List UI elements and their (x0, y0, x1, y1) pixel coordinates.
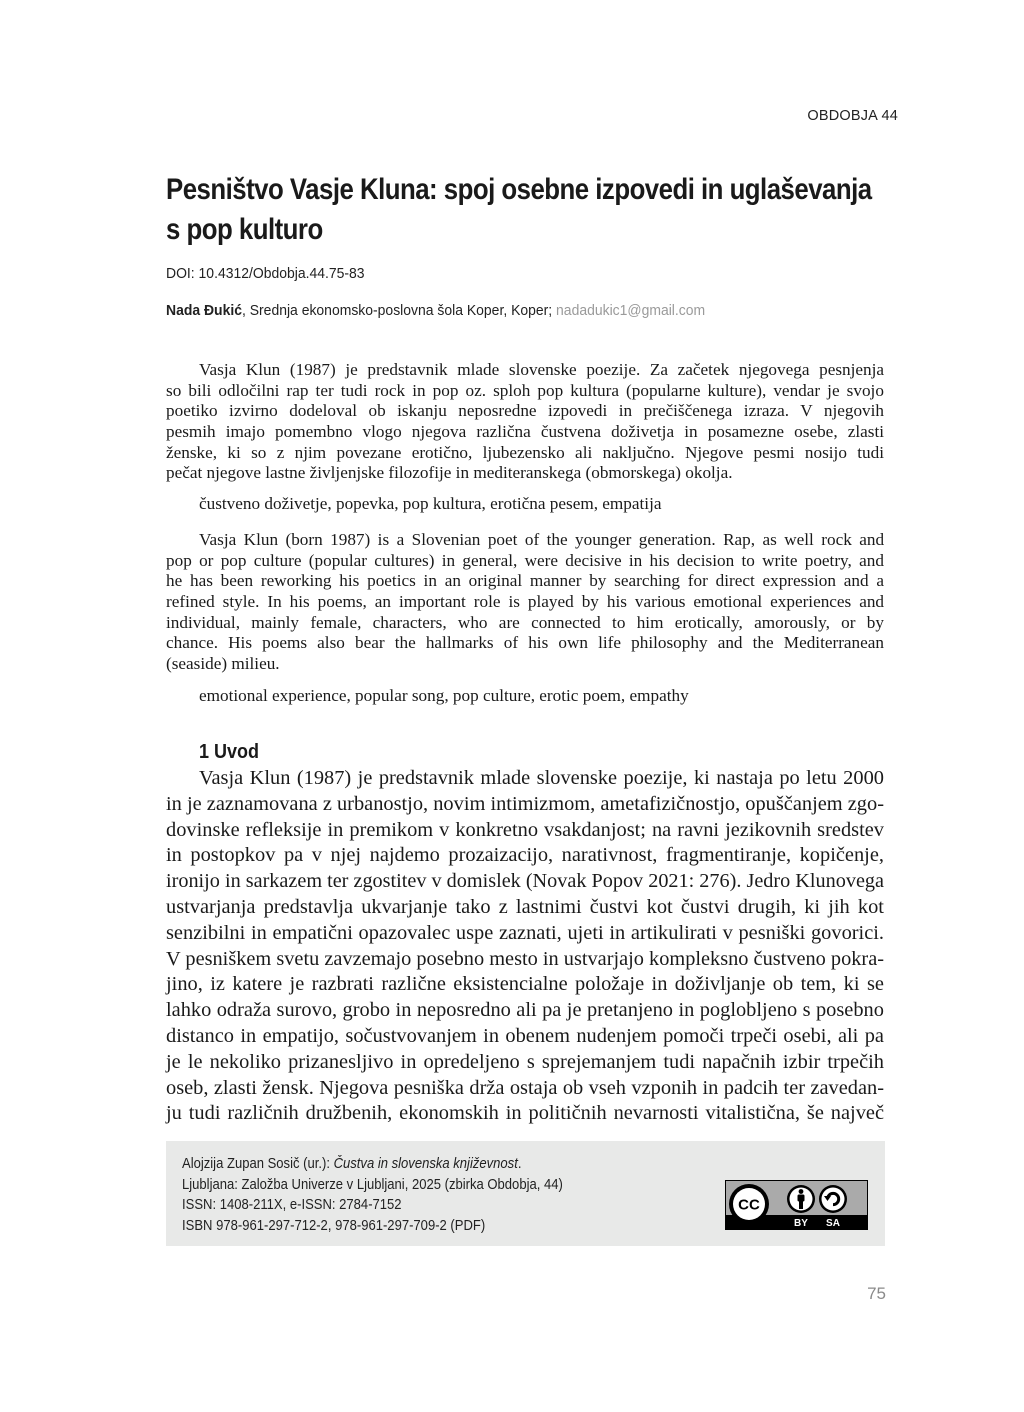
keywords-sl (166, 493, 884, 514)
body-line: V pesniškem svetu zavzemajo posebno mesto in ustvarjajo kompleksno čustveno pokra- (166, 947, 885, 970)
abstract-line: pečat njegove lastne življenjske filozofije in mediteranskega (obmorskega) okolja. (166, 463, 733, 483)
book-title: Čustva in slovenska književnost (333, 1156, 518, 1172)
abstract-line: so bili odločilni rap ter tudi rock in pop oz. sploh pop kultura (popularne kulture), vendar je svojo (166, 380, 884, 400)
body-line: in je zaznamovana z urbanostjo, novim intimizmom, ametafizičnostjo, opuščanjem zgo- (166, 792, 884, 815)
keywords-text: čustveno doživetje, popevka, pop kultura, erotična pesem, empatija (199, 494, 662, 513)
article-title (166, 170, 872, 250)
editor: Alojzija Zupan Sosič (ur.): (182, 1156, 334, 1172)
book-title-period: . (517, 1156, 522, 1172)
keywords-text: emotional experience, popular song, pop culture, erotic poem, empathy (199, 686, 689, 705)
abstract-sl (166, 360, 884, 484)
title-line: s pop kulturo (166, 213, 323, 246)
running-head: OBDOBJA 44 (807, 108, 898, 124)
abstract-line: pop or pop culture (popular cultures) in general, were decisive in his decision to write poetry, and (166, 550, 884, 570)
editor-line (182, 1154, 563, 1175)
body-line: je le nekoliko prizanesljivo in opredeljeno s sprejemanjem tudi napačnih izbir trpečih (166, 1050, 885, 1073)
abstract-line: Vasja Klun (born 1987) is a Slovenian poet of the younger generation. Rap, as well rock and (199, 530, 885, 549)
author-name: Nada Đukić (166, 302, 242, 319)
abstract-line: pesmih imajo pomembno vlogo njegova različna čustvena doživetja in posamezne osebe, zlasti (166, 422, 885, 442)
abstract-line: individual, mainly female, characters, who are connected to him erotically, amorously, or by (166, 612, 884, 632)
body-line: in postopkov pa v njej najdemo prozaizacijo, narativnost, fragmentiranje, kopičenje, (166, 844, 884, 867)
section-heading: 1 Uvod (199, 741, 260, 763)
issn-line: ISSN: 1408-211X, e-ISSN: 2784-7152 (182, 1197, 402, 1213)
body-line: ustvarjanja predstavlja ukvarjanje tako z lastnimi čustvi kot čustvi drugih, ki jih kot (166, 895, 884, 918)
body-line: dovinske refleksije in premikom v konkretno vsakdanjost; na ravni jezikovnih sredstev (166, 818, 884, 841)
share-alike-icon (819, 1185, 847, 1213)
body-text (166, 766, 884, 1127)
body-line: Vasja Klun (1987) je predstavnik mlade slovenske poezije, ki nastaja po letu 2000 (199, 767, 884, 789)
body-line: distanco in empatijo, sočustvovanjem in obenem nudenjem pomoči trpeči osebi, ali pa (166, 1024, 884, 1047)
abstract-line: (seaside) milieu. (166, 654, 280, 674)
cc-label: CC (738, 1196, 760, 1214)
attribution-person-icon (787, 1185, 815, 1213)
body-line: ironijo in sarkazem ter zgostitev v domislek (Novak Popov 2021: 276). Jedro Klunovega (166, 870, 884, 893)
author-line (166, 302, 705, 319)
abstract-line: chance. His poems also bear the hallmarks of his own life philosophy and the Mediterranean (166, 633, 884, 653)
publication-info (182, 1154, 563, 1236)
keywords-en (166, 685, 884, 706)
body-line: lahko odraža surovo, grobo in neposredno ali pa je pretanjeno in poglobljeno s posebno (166, 999, 884, 1022)
body-line: oseb, zlasti žensk. Njegova pesniška drža ostaja ob vseh vzponih in padcih ter zavedan- (166, 1076, 885, 1099)
abstract-line: poetiko izvirno dodeloval ob iskanju neposredne izpovedi in prečiščenega izraza. V njegovih (166, 401, 885, 421)
body-line: ju tudi različnih družbenih, ekonomskih in političnih nevarnosti vitalistična, še največ (166, 1102, 885, 1125)
abstract-line: ženske, ki so z njim povezane erotično, ljubezensko ali naključno. Njegove pesmi nosijo tudi (166, 442, 884, 462)
title-line: Pesništvo Vasje Kluna: spoj osebne izpovedi in uglaševanja (166, 173, 872, 206)
page-number: 75 (867, 1284, 886, 1303)
cc-by-sa-icon (725, 1180, 868, 1230)
isbn-line: ISBN 978-961-297-712-2, 978-961-297-709-2 (PDF) (182, 1217, 486, 1234)
publication-info-box (166, 1141, 885, 1246)
abstract-en (166, 530, 884, 675)
sa-label: SA (826, 1218, 840, 1229)
body-line: senzibilni in empatični opazovalec uspe zaznati, ujeti in artikulirati v pesniški govorici. (166, 921, 885, 944)
author-email[interactable]: nadadukic1@gmail.com (556, 302, 706, 319)
abstract-line: he has been reworking his poetics in an original manner by searching for direct expression and a (166, 571, 884, 591)
abstract-line: refined style. In his poems, an important role is played by his various emotional experiences and (166, 592, 885, 612)
doi: DOI: 10.4312/Obdobja.44.75-83 (166, 265, 365, 282)
by-label: BY (794, 1218, 808, 1229)
body-line: jino, iz katere je razbrati različne eksistencialne položaje in doživljanje ob tem, ki se (166, 973, 884, 996)
abstract-line: Vasja Klun (1987) je predstavnik mlade slovenske poezije. Za začetek njegovega pesnjenja (199, 360, 885, 379)
author-affiliation: , Srednja ekonomsko-poslovna šola Koper, Koper; (241, 302, 557, 319)
publisher-line: Ljubljana: Založba Univerze v Ljubljani, 2025 (zbirka Obdobja, 44) (182, 1176, 563, 1193)
